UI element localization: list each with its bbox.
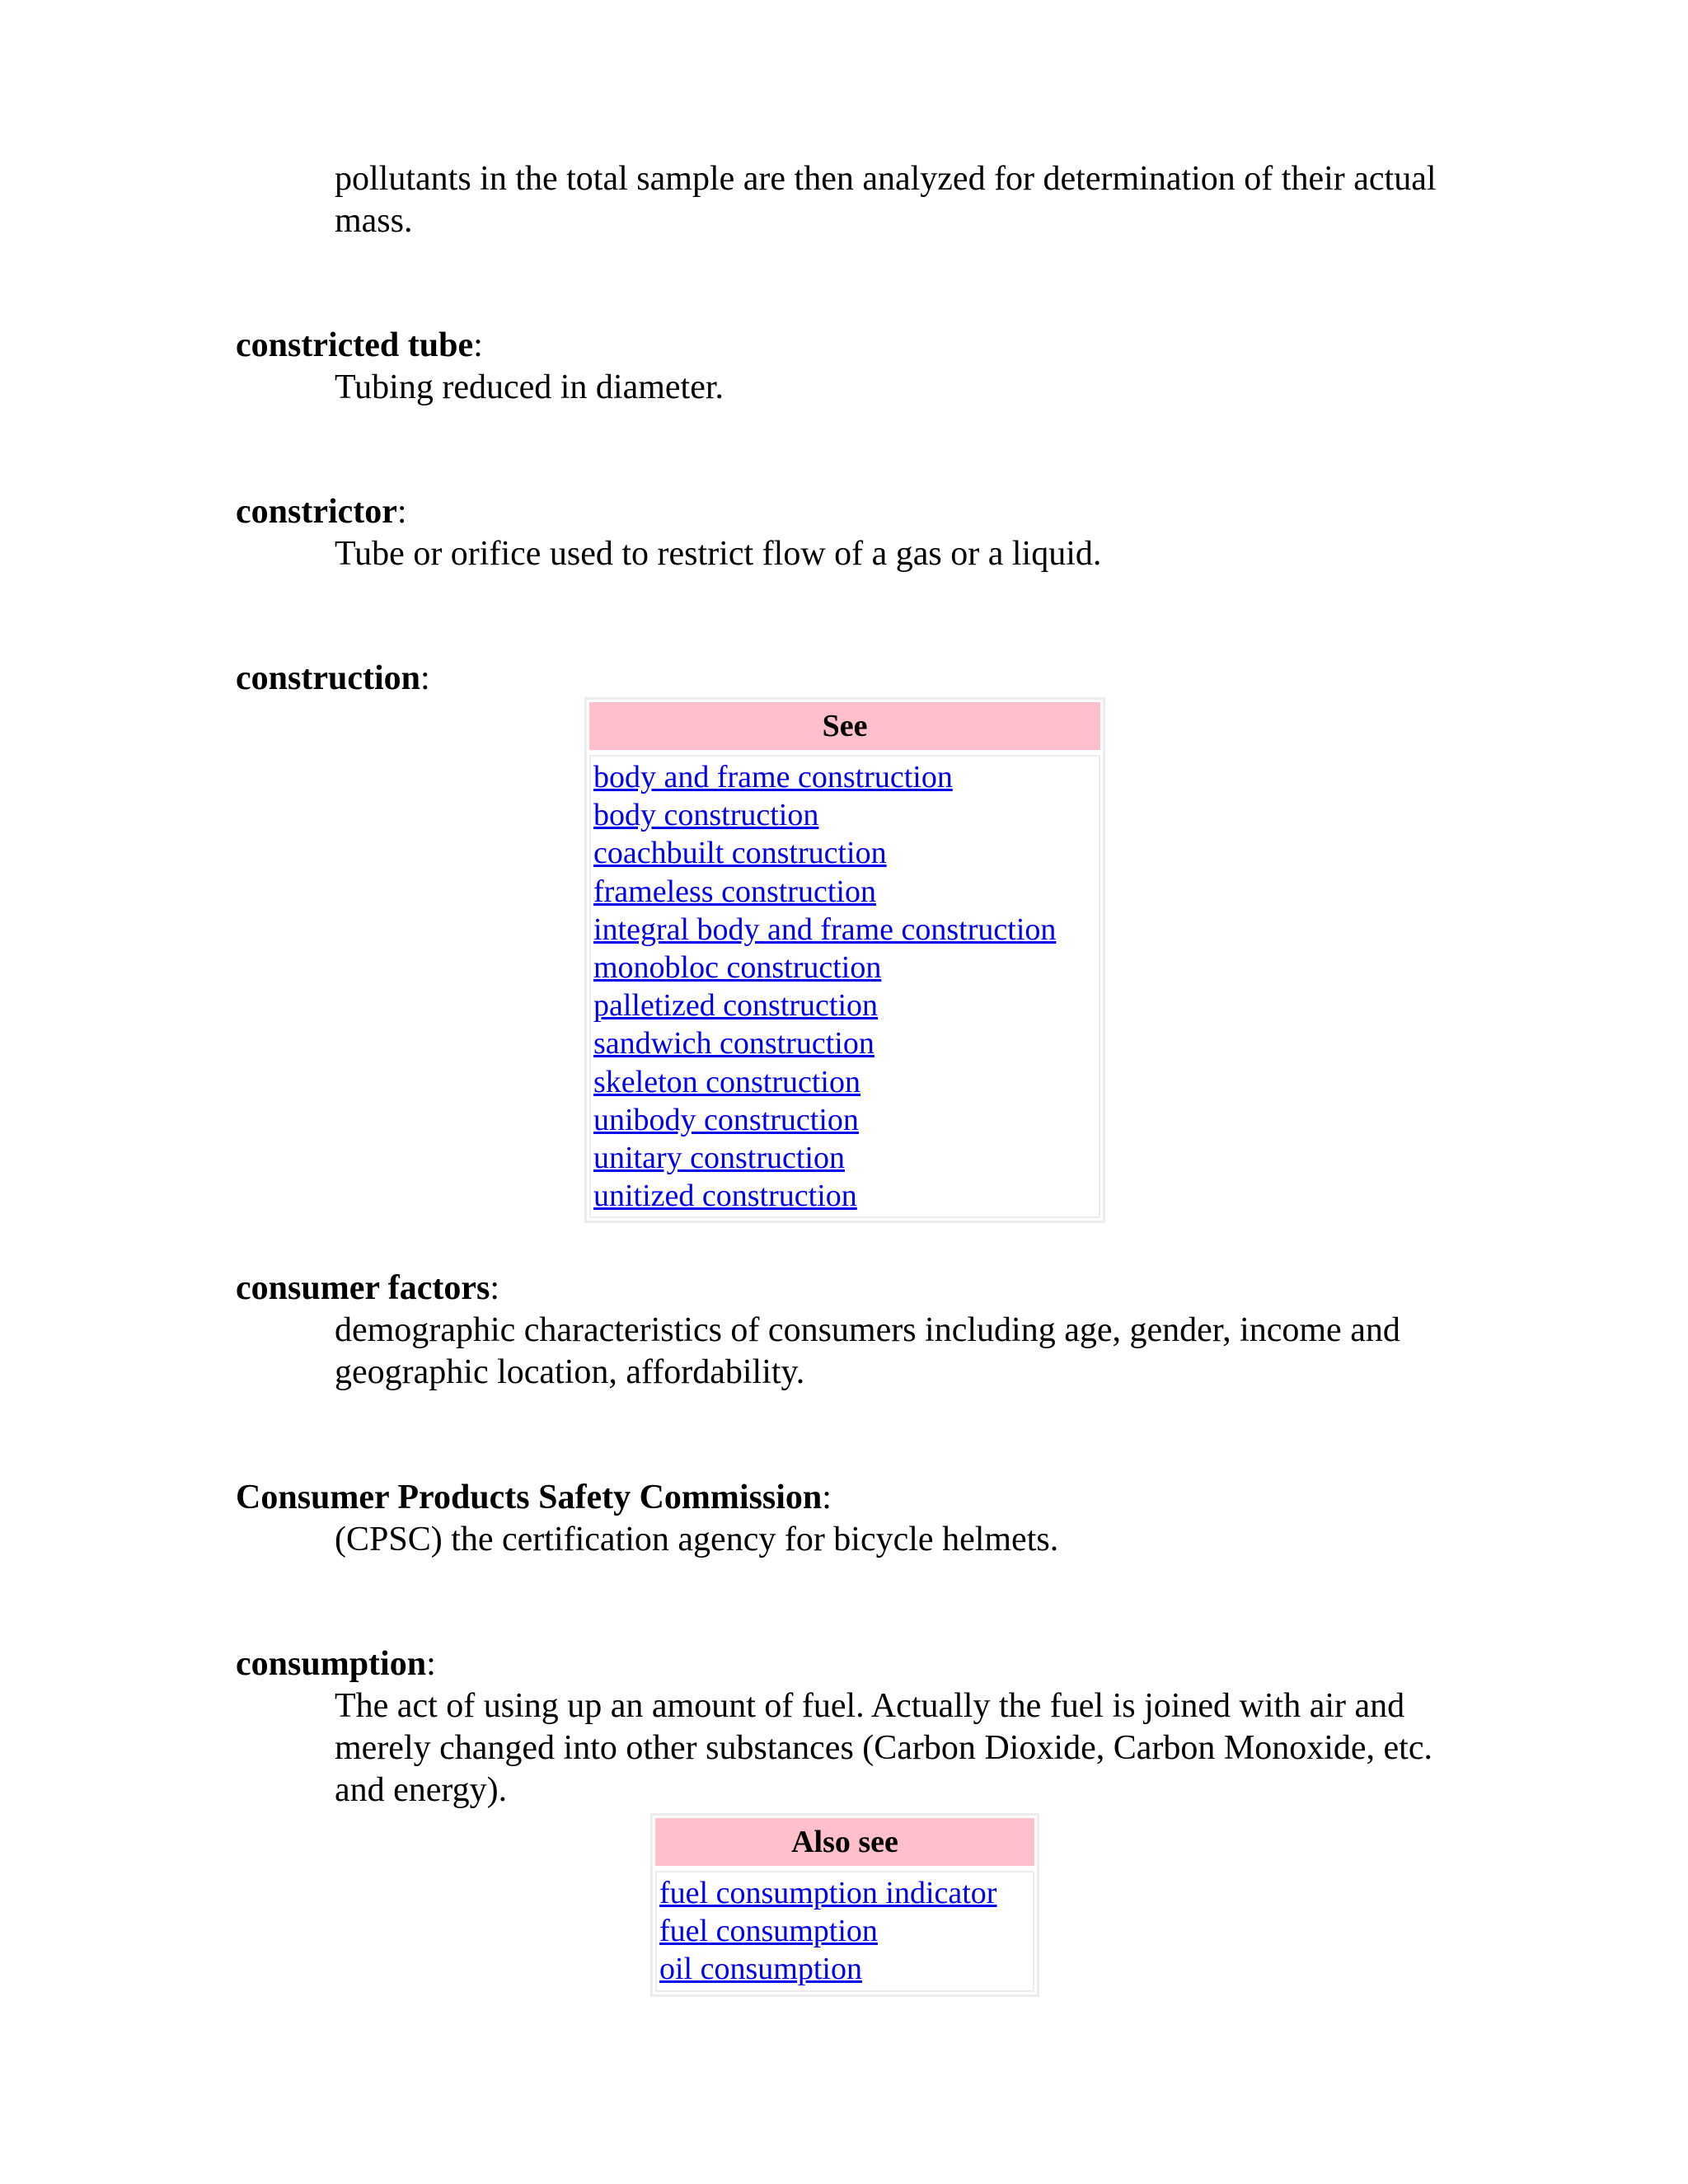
term: consumption <box>236 1645 427 1683</box>
also-see-link-fuel-consumption[interactable]: fuel consumption <box>659 1914 878 1949</box>
definition-text: Tube or orifice used to restrict flow of a gas or a liquid. <box>335 535 1102 573</box>
glossary-entry-constrictor <box>236 491 1472 575</box>
glossary-entry-consumption <box>236 1643 1472 1811</box>
see-link-body-and-frame-construction[interactable]: body and frame construction <box>593 760 953 794</box>
term-colon: : <box>822 1479 832 1516</box>
see-link-unibody-construction[interactable]: unibody construction <box>593 1102 859 1137</box>
see-box-header: See <box>589 702 1100 750</box>
term: constrictor <box>236 493 397 531</box>
continued-definition <box>236 158 1472 242</box>
see-link-integral-body-and-frame-construction[interactable]: integral body and frame construction <box>593 912 1057 947</box>
definition-text: Tubing reduced in diameter. <box>335 368 724 406</box>
term-line <box>236 1643 1472 1685</box>
see-link-unitary-construction[interactable]: unitary construction <box>593 1141 845 1176</box>
glossary-entry-consumer-products-safety-commission <box>236 1477 1472 1561</box>
term-colon: : <box>426 1645 436 1683</box>
definition-text: demographic characteristics of consumers including age, gender, income and geographic location, affordability. <box>335 1311 1400 1391</box>
see-link-coachbuilt-construction[interactable]: coachbuilt construction <box>593 836 887 871</box>
see-link-unitized-construction[interactable]: unitized construction <box>593 1179 857 1214</box>
also-see-box <box>650 1813 1039 1997</box>
term: construction <box>236 659 420 697</box>
term-line <box>236 658 1472 700</box>
term-colon: : <box>420 659 430 697</box>
term-colon: : <box>490 1269 499 1307</box>
term: constricted tube <box>236 326 474 364</box>
definition-text: (CPSC) the certification agency for bicycle helmets. <box>335 1521 1059 1558</box>
definition-text: pollutants in the total sample are then analyzed for determination of their actual mass. <box>335 160 1437 240</box>
also-see-box-header: Also see <box>655 1818 1034 1866</box>
also-see-link-oil-consumption[interactable]: oil consumption <box>659 1952 862 1987</box>
see-link-body-construction[interactable]: body construction <box>593 798 819 833</box>
see-link-frameless-construction[interactable]: frameless construction <box>593 874 876 909</box>
see-link-skeleton-construction[interactable]: skeleton construction <box>593 1064 860 1099</box>
see-link-monobloc-construction[interactable]: monobloc construction <box>593 950 882 986</box>
also-see-link-list <box>655 1871 1034 1992</box>
term: consumer factors <box>236 1269 490 1307</box>
glossary-entry-consumer-factors <box>236 1268 1472 1394</box>
term-line <box>236 1268 1472 1310</box>
see-link-palletized-construction[interactable]: palletized construction <box>593 988 879 1024</box>
term-colon: : <box>473 326 483 364</box>
see-link-sandwich-construction[interactable]: sandwich construction <box>593 1026 874 1062</box>
also-see-link-fuel-consumption-indicator[interactable]: fuel consumption indicator <box>659 1876 997 1910</box>
glossary-entry-construction <box>236 658 1472 700</box>
see-box <box>584 697 1105 1223</box>
term-line <box>236 325 1472 367</box>
definition-text: The act of using up an amount of fuel. Actually the fuel is joined with air and merely changed into other substances (Carbon Dioxide, Carbon Monoxide, etc. and energy). <box>335 1687 1432 1809</box>
term-line <box>236 1477 1472 1519</box>
term: Consumer Products Safety Commission <box>236 1479 823 1516</box>
see-link-list <box>589 755 1100 1218</box>
term-colon: : <box>396 493 407 531</box>
term-line <box>236 491 1472 533</box>
glossary-entry-constricted-tube <box>236 325 1472 409</box>
